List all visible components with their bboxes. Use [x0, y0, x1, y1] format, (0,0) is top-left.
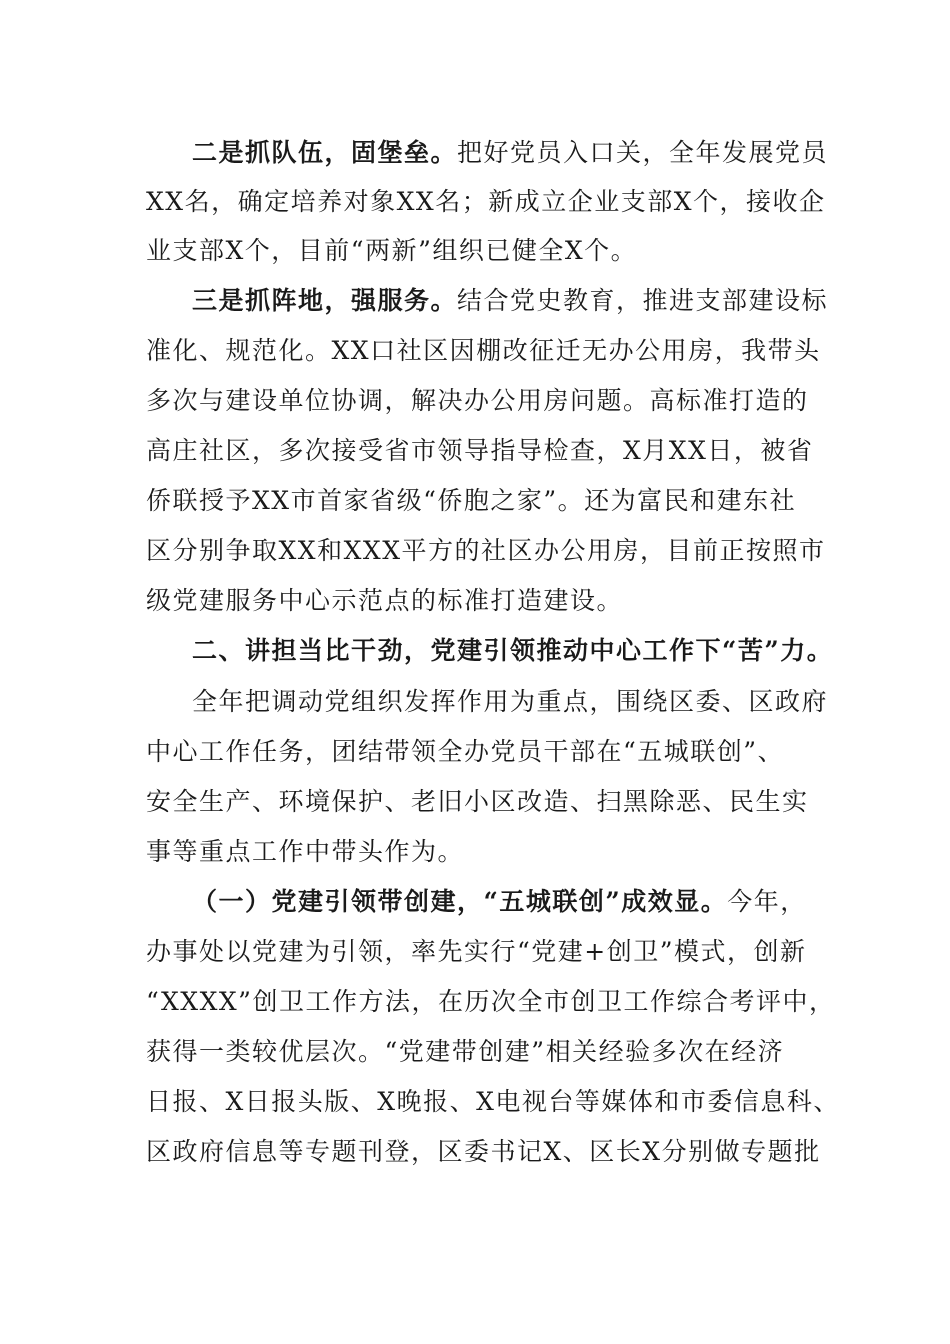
paragraph-text: 日报、X日报头版、X晚报、X电视台等媒体和市委信息科、	[146, 1087, 840, 1116]
paragraph-text: 业支部X个，目前“两新”组织已健全X个。	[146, 236, 638, 265]
paragraph-text: 全年把调动党组织发挥作用为重点，围绕区委、区政府	[192, 687, 829, 716]
paragraph-line	[146, 234, 637, 268]
paragraph-text: 安全生产、环境保护、老旧小区改造、扫黑除恶、民生实	[146, 787, 809, 816]
subsection-heading: （一）党建引领带创建，“五城联创”成效显。	[192, 887, 728, 916]
paragraph-line	[192, 685, 828, 719]
paragraph-line	[146, 584, 623, 618]
paragraph-line	[146, 384, 809, 418]
paragraph-line	[146, 785, 809, 819]
paragraph-text: 区政府信息等专题刊登，区委书记X、区长X分别做专题批	[146, 1137, 821, 1166]
section-heading: 二、讲担当比干劲，党建引领推动中心工作下“苦”力。	[192, 636, 834, 665]
paragraph-line	[146, 835, 464, 869]
paragraph-line	[146, 1035, 784, 1069]
paragraph-line	[146, 334, 821, 368]
paragraph-text: 准化、规范化。XX口社区因棚改征迁无办公用房，我带头	[146, 336, 821, 365]
paragraph-line	[146, 1085, 840, 1119]
paragraph-text: 获得一类较优层次。“党建带创建”相关经验多次在经济	[146, 1037, 785, 1066]
paragraph-line	[146, 434, 813, 468]
paragraph-text: 事等重点工作中带头作为。	[146, 837, 465, 866]
paragraph-text: 结合党史教育，推进支部建设标	[457, 286, 829, 315]
paragraph-heading: 三是抓阵地，强服务。	[192, 286, 458, 315]
paragraph-line	[192, 136, 828, 170]
paragraph-text: 今年，	[727, 887, 807, 916]
paragraph-line	[146, 935, 807, 969]
paragraph-line	[192, 284, 828, 318]
paragraph-text: 中心工作任务，团结带领全办党员干部在“五城联创”、	[146, 737, 785, 766]
paragraph-text: 办事处以党建为引领，率先实行“党建+创卫”模式，创新	[146, 937, 807, 966]
paragraph-line	[146, 1135, 821, 1169]
paragraph-line	[146, 985, 835, 1019]
paragraph-line	[146, 534, 826, 568]
paragraph-heading: 二是抓队伍，固堡垒。	[192, 138, 458, 167]
paragraph-line	[146, 484, 796, 518]
paragraph-text: XX名，确定培养对象XX名；新成立企业支部X个，接收企	[146, 187, 826, 216]
paragraph-text: 区分别争取XX和XXX平方的社区办公用房，目前正按照市	[146, 536, 826, 565]
paragraph-line	[146, 185, 826, 219]
paragraph-text: 侨联授予XX市首家省级“侨胞之家”。还为富民和建东社	[146, 486, 797, 515]
paragraph-line	[146, 735, 784, 769]
paragraph-line	[192, 885, 807, 919]
section-heading-line	[192, 634, 833, 668]
paragraph-text: 级党建服务中心示范点的标准打造建设。	[146, 586, 624, 615]
paragraph-text: 多次与建设单位协调，解决办公用房问题。高标准打造的	[146, 386, 809, 415]
paragraph-text: “XXXX”创卫工作方法，在历次全市创卫工作综合考评中，	[146, 987, 836, 1016]
paragraph-text: 把好党员入口关，全年发展党员	[457, 138, 829, 167]
paragraph-text: 高庄社区，多次接受省市领导指导检查，X月XX日，被省	[146, 436, 814, 465]
